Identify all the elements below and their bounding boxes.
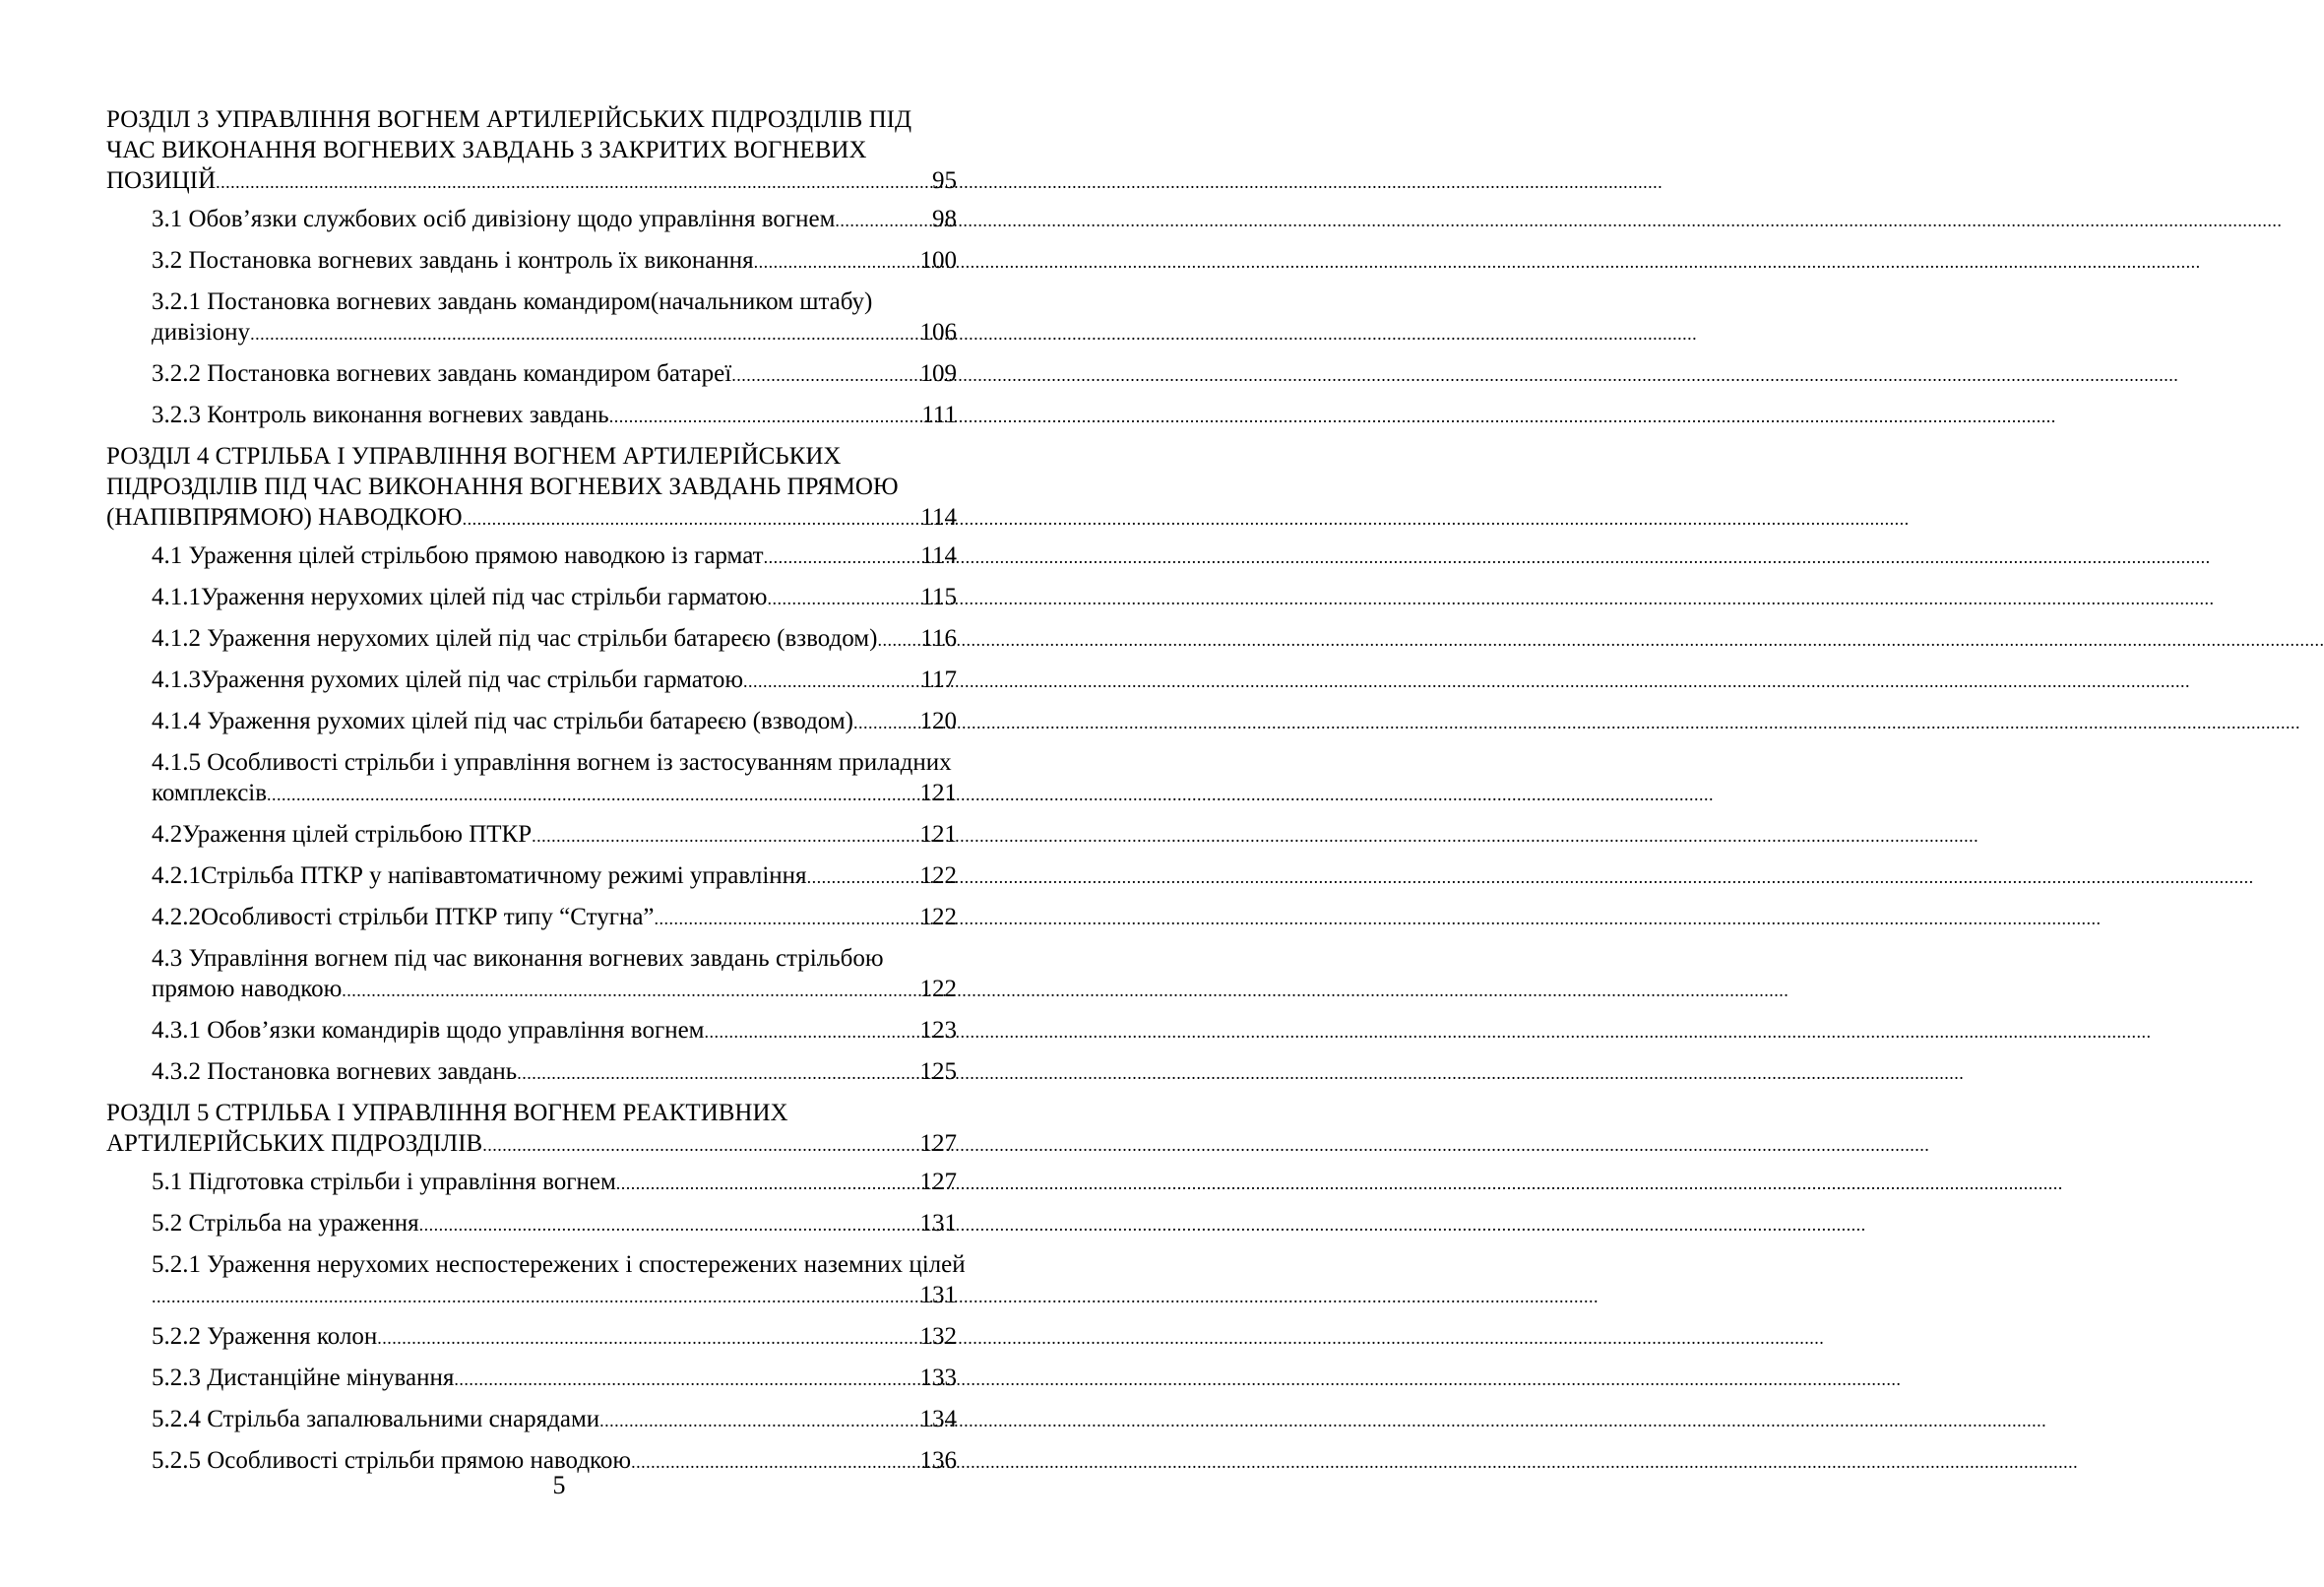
dot-leader — [377, 1321, 917, 1354]
toc-subsection-entry[interactable] — [152, 819, 957, 852]
toc-page-number: 106 — [919, 319, 957, 346]
dot-leader — [835, 204, 930, 236]
toc-page-number: 121 — [919, 821, 957, 848]
toc-page-number: 111 — [921, 402, 957, 428]
toc-entry-last-line — [152, 1056, 957, 1089]
dot-leader — [731, 358, 917, 391]
toc-subsection-entry[interactable] — [152, 1404, 957, 1436]
dot-leader — [807, 860, 918, 893]
toc-page-number: 133 — [919, 1365, 957, 1391]
toc-page-number: 131 — [919, 1282, 957, 1308]
toc-entry-title: 5.1 Підготовка стрільби і управління вогнем — [152, 1169, 616, 1195]
toc-entry-last-line — [152, 204, 957, 236]
toc-entry-title: 5.2.3 Дистанційне мінування — [152, 1365, 455, 1391]
toc-entry-title: 3.1 Обов’язки службових осіб дивізіону щодо управління вогнем — [152, 206, 836, 232]
toc-subsection-entry[interactable] — [152, 623, 957, 656]
dot-leader — [454, 1363, 917, 1395]
toc-entry-last-line — [106, 165, 957, 198]
toc-entry-last-line — [152, 1208, 957, 1240]
toc-entry-title: 4.2.1Стрільба ПТКР у напівавтоматичному режимі управління — [152, 862, 807, 889]
toc-page-number: 120 — [919, 708, 957, 734]
toc-entry-line: РОЗДІЛ 4 СТРІЛЬБА І УПРАВЛІННЯ ВОГНЕМ АРТИЛЕРІЙСЬКИХ — [106, 443, 842, 470]
dot-leader — [764, 540, 919, 573]
toc-page-number: 122 — [919, 976, 957, 1002]
toc-page-number: 122 — [919, 862, 957, 889]
toc-subsection-entry[interactable] — [152, 706, 957, 738]
toc-entry-title: (НАПІВПРЯМОЮ) НАВОДКОЮ — [106, 504, 463, 531]
toc-entry-last-line — [152, 245, 957, 278]
toc-page-number: 121 — [919, 780, 957, 806]
dot-leader — [532, 819, 917, 852]
toc-page-number: 109 — [919, 360, 957, 387]
toc-entry-line: РОЗДІЛ 5 СТРІЛЬБА І УПРАВЛІННЯ ВОГНЕМ РЕАКТИВНИХ — [106, 1100, 788, 1126]
toc-subsection-entry[interactable] — [152, 747, 957, 810]
toc-entry-last-line — [152, 819, 957, 852]
toc-entry-last-line — [152, 540, 957, 573]
toc-entry-title: 4.3.1 Обов’язки командирів щодо управління вогнем — [152, 1017, 705, 1044]
toc-subsection-entry[interactable] — [152, 1208, 957, 1240]
toc-entry-line: РОЗДІЛ 3 УПРАВЛІННЯ ВОГНЕМ АРТИЛЕРІЙСЬКИХ ПІДРОЗДІЛІВ ПІД — [106, 106, 912, 133]
toc-entry-last-line — [152, 778, 957, 810]
toc-entry-last-line — [152, 902, 957, 934]
toc-subsection-entry[interactable] — [152, 245, 957, 278]
dot-leader — [152, 1280, 918, 1312]
dot-leader — [482, 1128, 917, 1161]
dot-leader — [250, 317, 917, 349]
table-of-contents — [106, 104, 966, 1487]
toc-subsection-entry[interactable] — [152, 400, 957, 432]
toc-section-entry[interactable] — [106, 441, 957, 535]
toc-entry-last-line — [152, 665, 957, 697]
dot-leader — [877, 623, 918, 656]
toc-page-number: 125 — [919, 1058, 957, 1085]
dot-leader — [599, 1404, 917, 1436]
toc-entry-title: 5.2.5 Особливості стрільби прямою наводкою — [152, 1447, 632, 1474]
toc-subsection-entry[interactable] — [152, 540, 957, 573]
toc-entry-title: 3.2.2 Постановка вогневих завдань командиром батареї — [152, 360, 732, 387]
toc-page-number: 131 — [919, 1210, 957, 1237]
toc-subsection-entry[interactable] — [152, 1015, 957, 1047]
toc-entry-last-line — [152, 974, 957, 1006]
toc-entry-line: 3.2.1 Постановка вогневих завдань командиром(начальником штабу) — [152, 288, 873, 315]
toc-page-number: 122 — [919, 904, 957, 930]
toc-entry-title: 4.1.3Ураження рухомих цілей під час стрільби гарматою — [152, 667, 744, 693]
toc-entry-title: 5.2 Стрільба на ураження — [152, 1210, 419, 1237]
toc-subsection-entry[interactable] — [152, 943, 957, 1006]
toc-page-number: 116 — [920, 625, 957, 652]
toc-subsection-entry[interactable] — [152, 204, 957, 236]
page-number: 5 — [552, 1471, 566, 1499]
toc-page-number: 114 — [920, 542, 957, 569]
toc-entry-last-line — [152, 1280, 957, 1312]
toc-page-number: 134 — [919, 1406, 957, 1432]
dot-leader — [267, 778, 917, 810]
dot-leader — [419, 1208, 918, 1240]
toc-entry-title: комплексів — [152, 780, 268, 806]
toc-page-number: 136 — [919, 1447, 957, 1474]
toc-subsection-entry[interactable] — [152, 582, 957, 614]
toc-page-number: 115 — [920, 584, 957, 610]
toc-subsection-entry[interactable] — [152, 358, 957, 391]
toc-entry-title: 4.1.2 Ураження нерухомих цілей під час стрільби батареєю (взводом) — [152, 625, 878, 652]
toc-entry-last-line — [152, 1363, 957, 1395]
toc-entry-title: 3.2.3 Контроль виконання вогневих завдань — [152, 402, 609, 428]
toc-subsection-entry[interactable] — [152, 1363, 957, 1395]
toc-page-number: 117 — [920, 667, 957, 693]
toc-page-number: 132 — [919, 1323, 957, 1350]
dot-leader — [517, 1056, 917, 1089]
toc-page-number: 95 — [932, 167, 957, 194]
toc-page-number: 127 — [919, 1130, 957, 1157]
dot-leader — [853, 706, 918, 738]
dot-leader — [768, 582, 919, 614]
toc-subsection-entry[interactable] — [152, 286, 957, 349]
toc-entry-line: ЧАС ВИКОНАННЯ ВОГНЕВИХ ЗАВДАНЬ З ЗАКРИТИХ ВОГНЕВИХ — [106, 137, 867, 163]
dot-leader — [463, 502, 919, 535]
dot-leader — [705, 1015, 918, 1047]
toc-entry-title: 4.3.2 Постановка вогневих завдань — [152, 1058, 518, 1085]
toc-entry-title: АРТИЛЕРІЙСЬКИХ ПІДРОЗДІЛІВ — [106, 1130, 483, 1157]
toc-entry-last-line — [106, 502, 957, 535]
dot-leader — [754, 245, 918, 278]
toc-subsection-entry[interactable] — [152, 860, 957, 893]
dot-leader — [342, 974, 917, 1006]
toc-entry-title: 4.1.1Ураження нерухомих цілей під час стрільби гарматою — [152, 584, 768, 610]
toc-entry-title: 4.1.4 Ураження рухомих цілей під час стрільби батареєю (взводом) — [152, 708, 853, 734]
toc-subsection-entry[interactable] — [152, 665, 957, 697]
toc-entry-title: ПОЗИЦІЙ — [106, 167, 217, 194]
toc-subsection-entry[interactable] — [152, 1249, 966, 1312]
toc-entry-line: 4.3 Управління вогнем під час виконання вогневих завдань стрільбою — [152, 945, 884, 972]
toc-entry-last-line — [152, 1404, 957, 1436]
toc-entry-title: 4.1 Ураження цілей стрільбою прямою наводкою із гармат — [152, 542, 764, 569]
dot-leader — [655, 902, 918, 934]
toc-entry-title: дивізіону — [152, 319, 251, 346]
toc-entry-last-line — [152, 1015, 957, 1047]
toc-section-entry[interactable] — [106, 104, 957, 198]
toc-entry-last-line — [152, 317, 957, 349]
toc-section-entry[interactable] — [106, 1098, 957, 1161]
toc-entry-title: 4.2.2Особливості стрільби ПТКР типу “Стугна” — [152, 904, 655, 930]
dot-leader — [616, 1167, 918, 1199]
toc-page-number: 100 — [919, 247, 957, 274]
toc-subsection-entry[interactable] — [152, 1056, 957, 1089]
toc-entry-last-line — [152, 582, 957, 614]
toc-page-number: 114 — [920, 504, 957, 531]
toc-page-number: 123 — [919, 1017, 957, 1044]
toc-entry-line: 4.1.5 Особливості стрільби і управління вогнем із застосуванням приладних — [152, 749, 952, 776]
toc-entry-title: прямою наводкою — [152, 976, 343, 1002]
dot-leader — [609, 400, 920, 432]
toc-entry-last-line — [152, 860, 957, 893]
toc-entry-title: 3.2 Постановка вогневих завдань і контроль їх виконання — [152, 247, 754, 274]
toc-entry-last-line — [152, 623, 957, 656]
toc-subsection-entry[interactable] — [152, 902, 957, 934]
toc-page-number: 127 — [919, 1169, 957, 1195]
toc-subsection-entry[interactable] — [152, 1167, 957, 1199]
toc-entry-last-line — [152, 1321, 957, 1354]
toc-entry-last-line — [152, 706, 957, 738]
toc-subsection-entry[interactable] — [152, 1321, 957, 1354]
toc-page-number: 98 — [932, 206, 957, 232]
toc-entry-last-line — [152, 358, 957, 391]
toc-entry-line: 5.2.1 Ураження нерухомих неспостережених і спостережених наземних цілей — [152, 1251, 966, 1278]
toc-entry-title: 5.2.2 Ураження колон — [152, 1323, 378, 1350]
dot-leader — [743, 665, 918, 697]
toc-entry-last-line — [152, 1167, 957, 1199]
toc-entry-title: 5.2.4 Стрільба запалювальними снарядами — [152, 1406, 600, 1432]
toc-entry-last-line — [106, 1128, 957, 1161]
dot-leader — [216, 165, 930, 198]
toc-entry-last-line — [152, 400, 957, 432]
toc-entry-title: 4.2Ураження цілей стрільбою ПТКР — [152, 821, 533, 848]
toc-entry-line: ПІДРОЗДІЛІВ ПІД ЧАС ВИКОНАННЯ ВОГНЕВИХ ЗАВДАНЬ ПРЯМОЮ — [106, 474, 899, 500]
